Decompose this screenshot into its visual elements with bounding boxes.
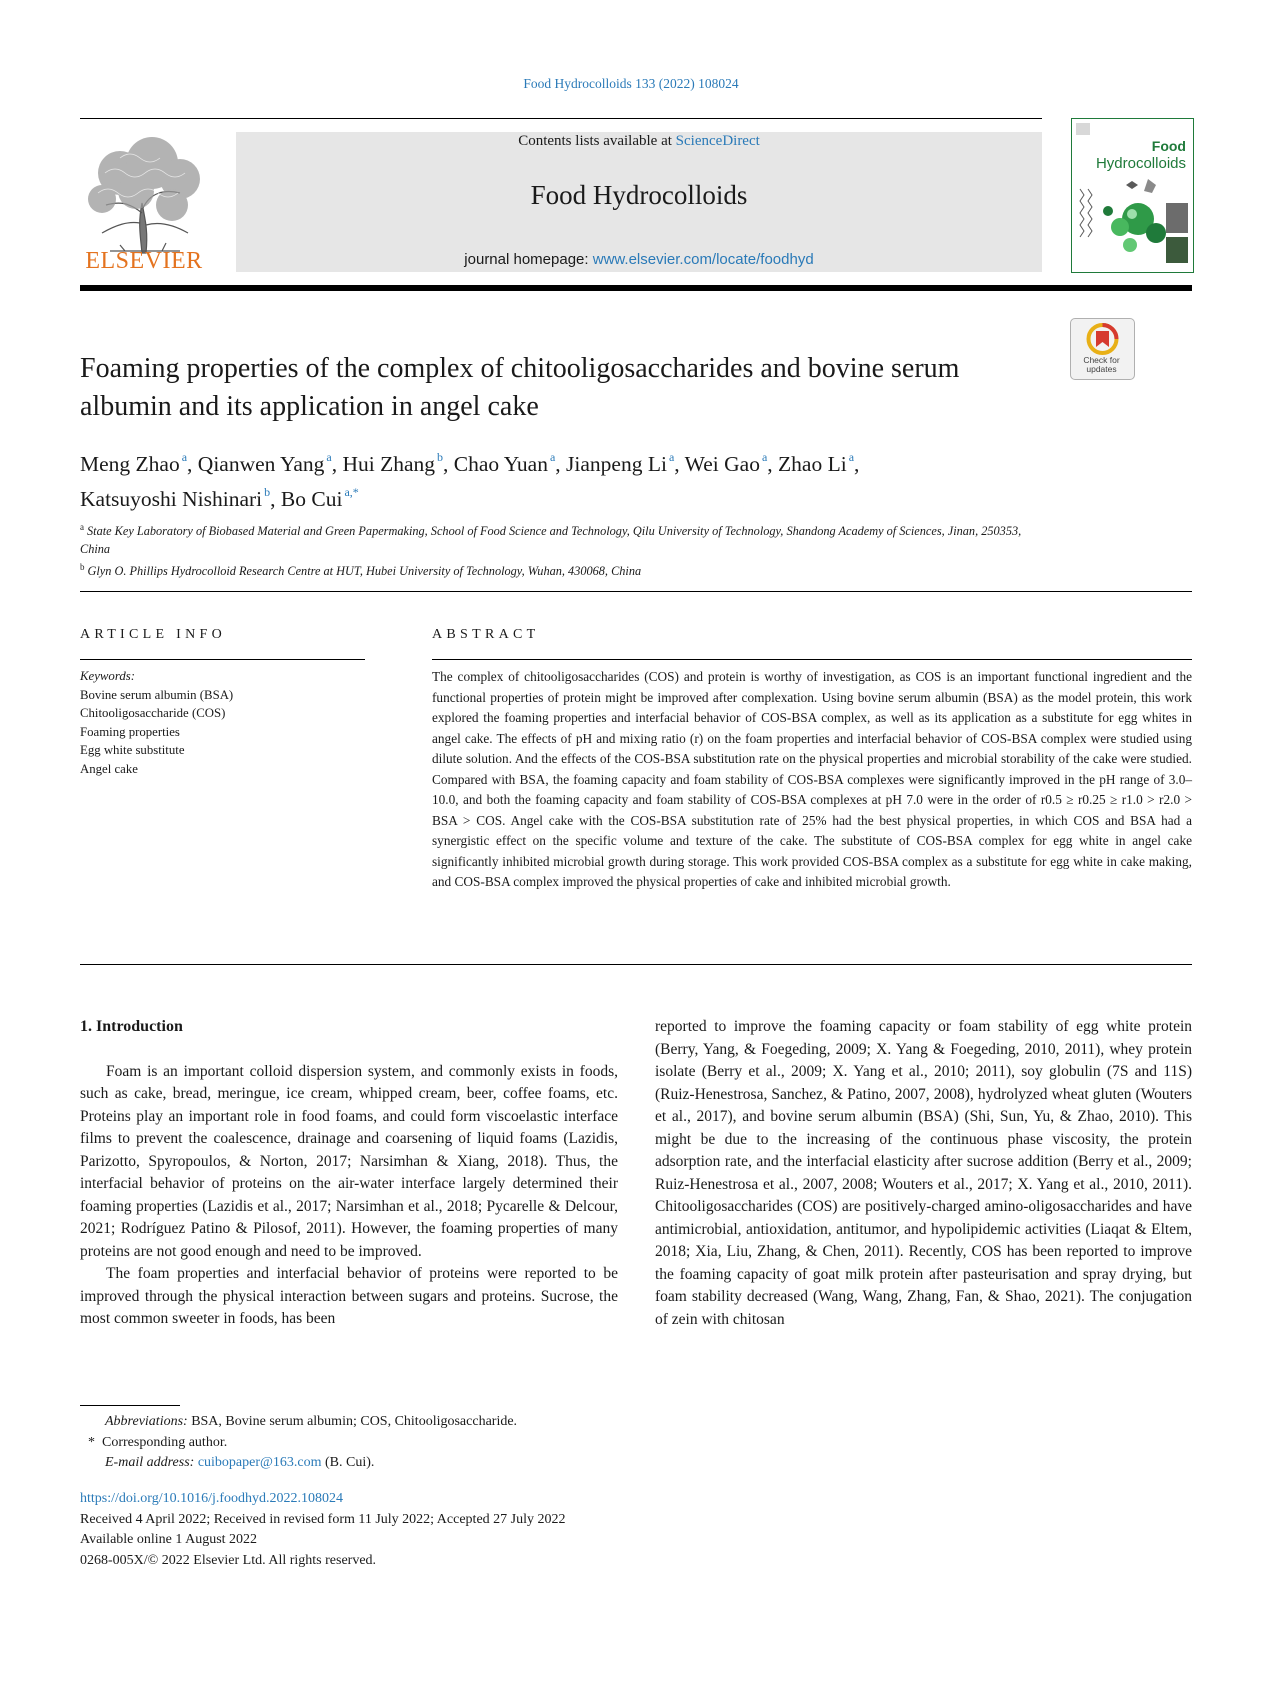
body-column-left bbox=[80, 1016, 618, 1331]
corresponding-note bbox=[88, 1433, 788, 1454]
author-name[interactable]: Wei Gao bbox=[684, 452, 760, 476]
header-rule bbox=[80, 118, 1042, 119]
intro-heading: 1. Introduction bbox=[80, 1018, 183, 1035]
author-name[interactable]: Chao Yuan bbox=[453, 452, 548, 476]
affiliation-text: State Key Laboratory of Biobased Material and Green Papermaking, School of Food Science and Technology, Qilu University of Technology, Shandong Academy of Sciences, Jinan, 250353, China bbox=[80, 524, 1022, 556]
article-info-rule bbox=[80, 659, 365, 660]
contents-prefix: Contents lists available at bbox=[518, 133, 676, 149]
email-link[interactable]: cuibopaper@163.com bbox=[197, 1455, 322, 1470]
corresponding-text: Corresponding author. bbox=[102, 1434, 228, 1450]
keyword-item: Egg white substitute bbox=[80, 743, 185, 758]
affiliation-item bbox=[80, 518, 1040, 558]
keyword-item: Angel cake bbox=[80, 761, 138, 776]
article-meta bbox=[80, 1489, 880, 1571]
abbreviations-text: BSA, Bovine serum albumin; COS, Chitooligosaccharide. bbox=[187, 1414, 518, 1429]
keyword-item: Chitooligosaccharide (COS) bbox=[80, 706, 226, 721]
email-suffix: (B. Cui). bbox=[321, 1455, 375, 1470]
contents-line bbox=[236, 133, 1042, 150]
author-affiliation-mark[interactable]: b bbox=[264, 485, 271, 499]
author-affiliation-mark[interactable]: a bbox=[549, 450, 556, 464]
homepage-prefix: journal homepage: bbox=[464, 251, 593, 268]
cover-title-food: Food bbox=[1151, 138, 1186, 154]
doi-link[interactable]: https://doi.org/10.1016/j.foodhyd.2022.108024 bbox=[80, 1491, 344, 1506]
author-name[interactable]: Meng Zhao bbox=[80, 452, 180, 476]
available-online: Available online 1 August 2022 bbox=[80, 1532, 258, 1547]
keyword-item: Foaming properties bbox=[80, 724, 180, 739]
affiliation-label: a bbox=[80, 522, 84, 532]
body-column-right: reported to improve the foaming capacity or foam stability of egg white protein (Berry, Yang, & Foegeding, 2009; X. Yang & Foegeding, 2010, 2011), whey protein isolate (Berry et al., 2009; X. Yang et al., 2010; 2011), soy globulin (7S and 11S) (Ruiz-Henestrosa, Sanchez, & Patino, 2007, 2008), hydrolyzed wheat gluten (Wouters et al., 2017), and bovine serum albumin (BSA) (Shi, Sun, Yu, & Zhao, 2010). This might be due to the increasing of the continuous phase viscosity, the protein adsorption rate, and the interfacial elasticity after sucrose addition (Berry et al., 2009; Ruiz-Henestrosa et al., 2007, 2008; Wouters et al., 2017; X. Yang et al., 2010, 2011). Chitooligosaccharides (COS) are positively-charged amino-oligosaccharides and have antimicrobial, antioxidation, antitumor, and hypolipidemic activities (Liaqat & Eltem, 2018; Xia, Liu, Zhang, & Chen, 2011). Recently, COS has been reported to improve the foaming capacity of goat milk protein after pasteurisation and spray drying, but foam stability decreased (Wang, Wang, Zhang, Fan, & Shao, 2021). The conjugation of zein with chitosan bbox=[655, 1018, 1192, 1328]
homepage-line bbox=[236, 251, 1042, 268]
abstract-text: The complex of chitooligosaccharides (COS) and protein is worthy of investigation, as COS is an important functional ingredient and the functional properties of protein might be improved after complexation. Using bovine serum albumin (BSA) as the model protein, this work explored the foaming properties and interfacial behavior of COS-BSA complex, as well as its application as a substitute for egg whites in angel cake. The effects of pH and mixing ratio (r) on the foam properties and interfacial behavior of COS-BSA complex were studied using dilute solution. And the effects of the COS-BSA substitution rate on the physical properties and microbial storability of the cake were studied. Compared with BSA, the foaming capacity and foam stability of COS-BSA complexes were significantly improved in the pH range of 3.0–10.0, and both the foaming capacity and foam stability of COS-BSA complexes at pH 7.0 were in the order of r0.5 ≥ r0.25 ≥ r1.0 > r2.0 > BSA > COS. Angel cake with the COS-BSA substitution rate of 25% had the best physical properties, in which COS and BSA had a synergistic effect on the specific volume and texture of the cake. The substitute of COS-BSA complex for egg white in angel cake significantly inhibited microbial growth during storage. This work provided COS-BSA complex as a substitute for egg white in cake making, and COS-BSA complex improved the physical properties of cake and inhibited microbial growth. bbox=[432, 669, 1192, 889]
affiliation-item bbox=[80, 558, 1040, 580]
author-name[interactable]: Zhao Li bbox=[778, 452, 847, 476]
affiliation-text: Glyn O. Phillips Hydrocolloid Research Centre at HUT, Hubei University of Technology, Wuhan, 430068, China bbox=[87, 564, 642, 578]
check-updates-icon bbox=[1071, 319, 1134, 359]
header-thick-rule bbox=[80, 285, 1192, 291]
author-name[interactable]: Jianpeng Li bbox=[566, 452, 667, 476]
check-updates-label[interactable]: Check for updates bbox=[1083, 355, 1120, 374]
elsevier-wordmark: ELSEVIER bbox=[85, 248, 203, 274]
footnotes bbox=[88, 1412, 788, 1474]
author-affiliation-mark[interactable]: a,* bbox=[344, 485, 359, 499]
abstract-bottom-rule bbox=[80, 964, 1192, 965]
sciencedirect-link[interactable]: ScienceDirect bbox=[675, 133, 760, 149]
keywords-label: Keywords: bbox=[80, 669, 135, 683]
email-label: E-mail address: bbox=[105, 1455, 195, 1470]
intro-paragraph-1: Foam is an important colloid dispersion system, and commonly exists in foods, such as cake, bread, meringue, ice cream, whipped cream, beer, coffee foams, etc. Proteins play an important role in food foams, and could form viscoelastic interface films to prevent the coalescence, drainage and coarsening of liquid foams (Lazidis, Parizotto, Spyropoulos, & Norton, 2017; Narsimhan & Xiang, 2018). Thus, the interfacial behavior of proteins on the air-water interface largely determined their foaming properties (Lazidis et al., 2017; Narsimhan et al., 2018; Pycarelle & Delcour, 2021; Rodríguez Patino & Pilosof, 2011). However, the foaming properties of many proteins are not good enough and need to be improved. bbox=[80, 1062, 618, 1260]
homepage-link[interactable]: www.elsevier.com/locate/foodhyd bbox=[592, 251, 814, 268]
article-info-heading: ARTICLE INFO bbox=[80, 627, 227, 642]
abstract-heading: ABSTRACT bbox=[432, 627, 540, 642]
received-dates: Received 4 April 2022; Received in revised form 11 July 2022; Accepted 27 July 2022 bbox=[80, 1511, 566, 1527]
email-note bbox=[88, 1453, 788, 1474]
author-name[interactable]: Qianwen Yang bbox=[197, 452, 325, 476]
abbreviations-label: Abbreviations: bbox=[105, 1414, 188, 1429]
keyword-item: Bovine serum albumin (BSA) bbox=[80, 687, 234, 702]
asterisk-mark: * bbox=[88, 1434, 102, 1450]
author-name[interactable]: Hui Zhang bbox=[342, 452, 436, 476]
affiliation-label: b bbox=[80, 562, 85, 572]
cover-title-hydrocolloids: Hydrocolloids bbox=[1095, 155, 1186, 172]
abbreviations-note bbox=[88, 1412, 788, 1433]
journal-reference[interactable]: Food Hydrocolloids 133 (2022) 108024 bbox=[523, 76, 739, 91]
author-name[interactable]: Bo Cui bbox=[280, 487, 343, 511]
footnote-rule bbox=[80, 1405, 180, 1406]
author-affiliation-mark[interactable]: a bbox=[668, 450, 675, 464]
author-name[interactable]: Katsuyoshi Nishinari bbox=[80, 487, 263, 511]
author-list: Meng Zhao $^a$, Qianwen Yang $^a$, Hui Zhang $^b$, Chao Yuan $^a$, Jianpeng Li $^a$, Wei Gao $^a$, Zhao Li $^a$, Katsuyoshi Nishinari $^b$, Bo Cui $^{a,*}$ bbox=[80, 450, 860, 511]
intro-paragraph-2: The foam properties and interfacial behavior of proteins were reported to be improved through the physical interaction between sugars and proteins. Sucrose, the most common sweeter in foods, has been bbox=[80, 1265, 618, 1327]
affiliations bbox=[80, 518, 1040, 580]
author-affiliation-mark[interactable]: a bbox=[181, 450, 188, 464]
copyright: 0268-005X/© 2022 Elsevier Ltd. All rights reserved. bbox=[80, 1552, 377, 1568]
keywords-block bbox=[80, 667, 365, 779]
article-title: Foaming properties of the complex of chitooligosaccharides and bovine serum albumin and its application in angel cake bbox=[80, 353, 960, 422]
author-affiliation-mark[interactable]: b bbox=[437, 450, 444, 464]
journal-title: Food Hydrocolloids bbox=[530, 180, 748, 210]
author-affiliation-mark[interactable]: a bbox=[761, 450, 768, 464]
author-affiliation-mark[interactable]: a bbox=[848, 450, 855, 464]
author-affiliation-mark[interactable]: a bbox=[326, 450, 332, 464]
abstract-rule bbox=[432, 659, 1192, 660]
affiliation-rule bbox=[80, 591, 1192, 592]
